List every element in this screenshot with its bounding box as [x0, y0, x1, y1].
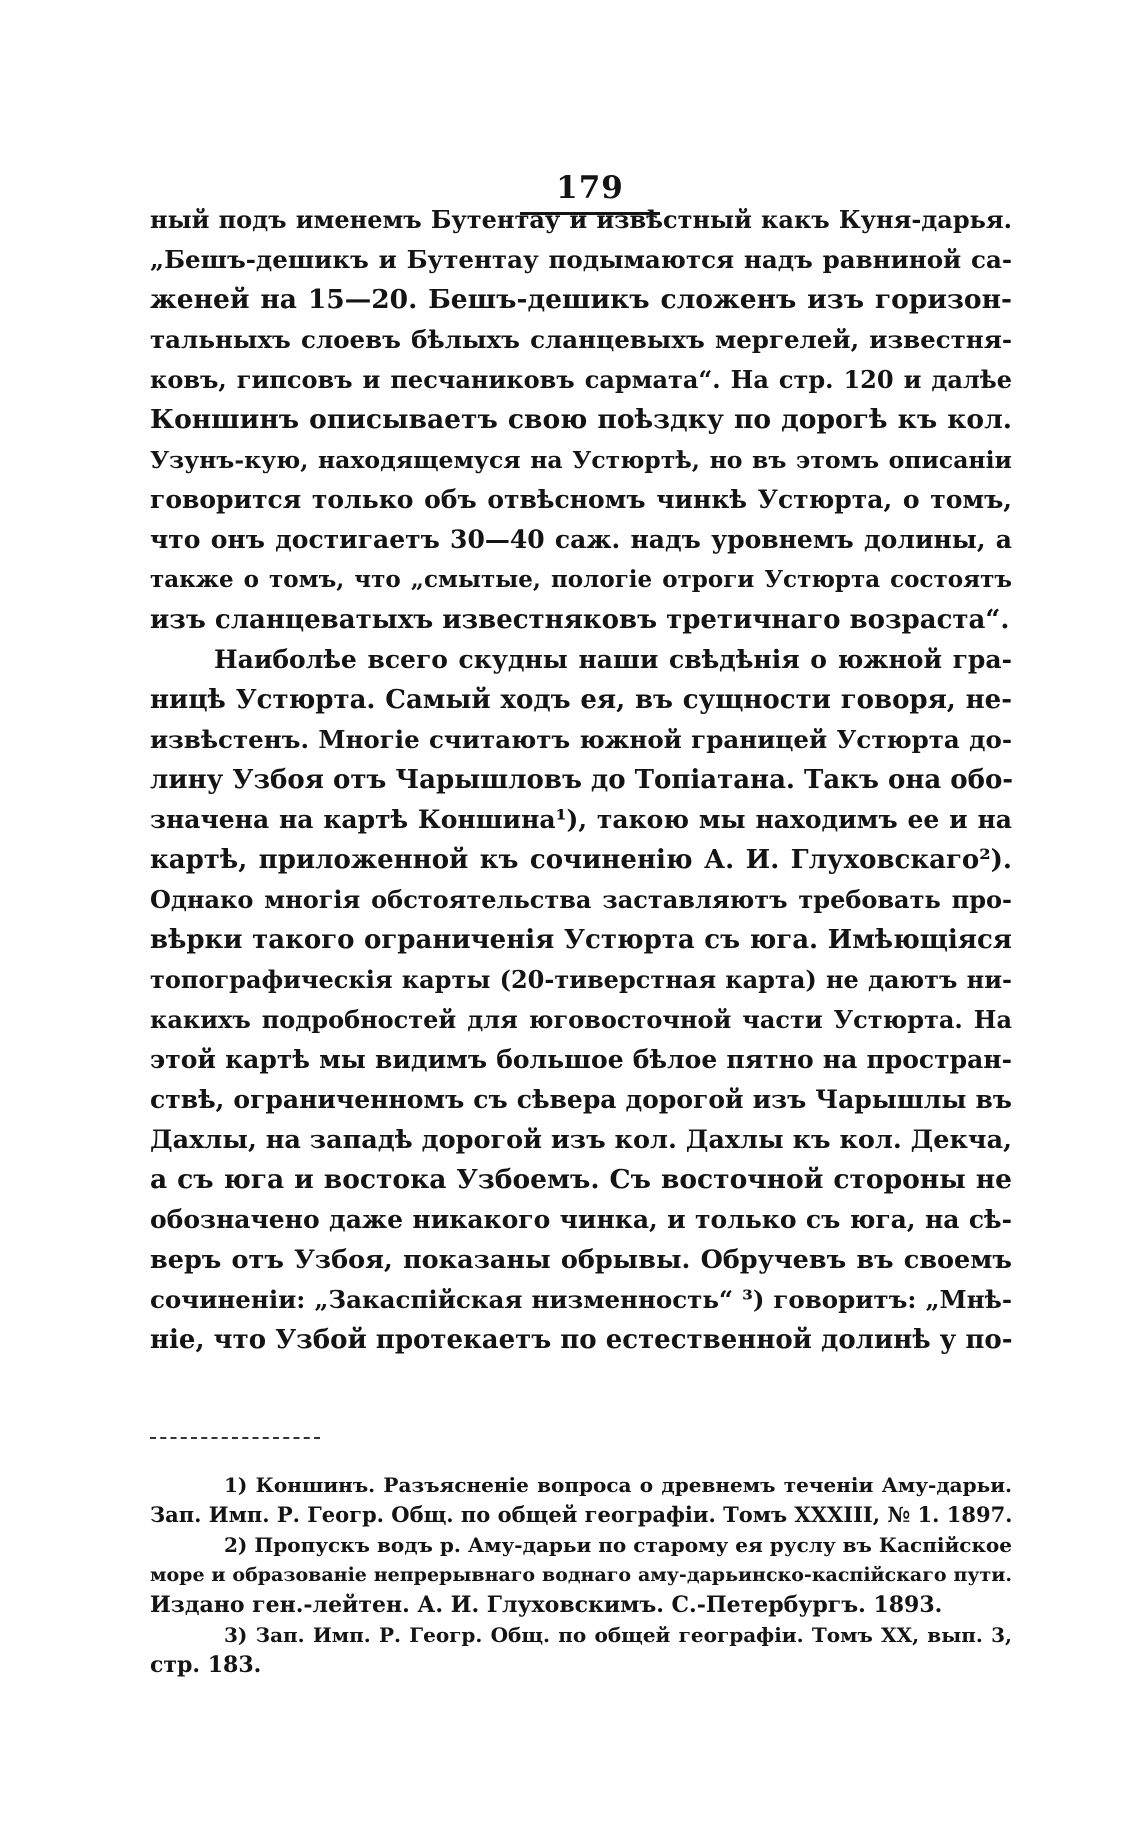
body-line: лину Узбоя отъ Чарышловъ до Топіатана. Такъ она обо- — [150, 765, 1014, 795]
body-line: вѣрки такого ограниченія Устюрта съ юга. Имѣющіяся — [150, 925, 1012, 955]
body-line: тальныхъ слоевъ бѣлыхъ сланцевыхъ мергелей, известня- — [150, 325, 1012, 354]
body-line: ніе, что Узбой протекаетъ по естественной долинѣ у по- — [150, 1325, 1013, 1355]
body-line: Наиболѣе всего скудны наши свѣдѣнія о южной гра- — [214, 645, 1012, 674]
body-line: значена на картѣ Коншина¹), такою мы находимъ ее и на — [150, 805, 1012, 834]
body-line: Узунъ-кую, находящемуся на Устюртѣ, но въ этомъ описаніи — [150, 446, 1012, 474]
body-line: также о томъ, что „смытые, пологіе отроги Устюрта состоятъ — [150, 566, 1012, 593]
footnote-line: 3) Зап. Имп. Р. Геогр. Общ. по общей географіи. Томъ XX, вып. 3, — [224, 1623, 1012, 1647]
footnote-line: стр. 183. — [150, 1652, 262, 1678]
body-line: что онъ достигаетъ 30—40 саж. надъ уровнемъ долины, а — [150, 525, 1012, 554]
body-line: Однако многія обстоятельства заставляютъ требовать про- — [150, 885, 1012, 914]
body-line: говорится только объ отвѣсномъ чинкѣ Устюрта, о томъ, — [150, 485, 1012, 514]
footnote-line: 2) Пропускъ водъ р. Аму-дарьи по старому ея руслу въ Каспійское — [224, 1533, 1012, 1557]
body-line: какихъ подробностей для юговосточной части Устюрта. На — [150, 1005, 1012, 1034]
body-line: топографическія карты (20-тиверстная карта) не даютъ ни- — [150, 965, 1012, 994]
body-line: ствѣ, ограниченномъ съ сѣвера дорогой изъ Чарышлы въ — [150, 1085, 1012, 1114]
body-line: этой картѣ мы видимъ большое бѣлое пятно на простран- — [150, 1045, 1012, 1074]
body-line: „Бешъ-дешикъ и Бутентау подымаются надъ равниной са- — [150, 245, 1012, 274]
body-line: Коншинъ описываетъ свою поѣздку по дорогѣ къ кол. — [150, 404, 1012, 435]
footnote-line: Издано ген.-лейтен. А. И. Глуховскимъ. С.-Петербургъ. 1893. — [150, 1592, 943, 1618]
body-line: изъ сланцеватыхъ известняковъ третичнаго возраста“. — [150, 605, 1010, 635]
page-number: 179 — [556, 170, 624, 206]
body-line: Дахлы, на западѣ дорогой изъ кол. Дахлы къ кол. Декча, — [150, 1125, 1012, 1155]
body-line: извѣстенъ. Многіе считаютъ южной границей Устюрта до- — [150, 725, 1012, 754]
footnote-line: Зап. Имп. Р. Геогр. Общ. по общей географіи. Томъ XXXIII, № 1. 1897. — [150, 1502, 1013, 1527]
footnote-separator — [150, 1437, 320, 1439]
body-line: женей на 15—20. Бешъ-дешикъ сложенъ изъ горизон- — [150, 284, 1012, 315]
body-line: сочиненіи: „Закаспійская низменность“ ³) говоритъ: „Мнѣ- — [150, 1285, 1012, 1314]
body-line: ницѣ Устюрта. Самый ходъ ея, въ сущности говоря, не- — [150, 685, 1012, 715]
body-line: а съ юга и востока Узбоемъ. Съ восточной стороны не — [150, 1164, 1012, 1195]
footnote-line: море и образованіе непрерывнаго воднаго аму-дарьинско-каспійскаго пути. — [150, 1564, 1012, 1586]
body-line: ковъ, гипсовъ и песчаниковъ сармата“. На стр. 120 и далѣе — [150, 365, 1012, 394]
footnote-line: 1) Коншинъ. Разъясненіе вопроса о древнемъ теченіи Аму-дарьи. — [224, 1473, 1012, 1497]
body-line: веръ отъ Узбоя, показаны обрывы. Обручевъ въ своемъ — [150, 1245, 1012, 1275]
body-line: ный подъ именемъ Бутентау и извѣстный какъ Куня-дарья. — [150, 205, 1012, 234]
body-line: картѣ, приложенной къ сочиненію А. И. Глуховскаго²). — [150, 845, 1012, 875]
body-line: обозначено даже никакого чинка, и только съ юга, на сѣ- — [150, 1205, 1012, 1234]
